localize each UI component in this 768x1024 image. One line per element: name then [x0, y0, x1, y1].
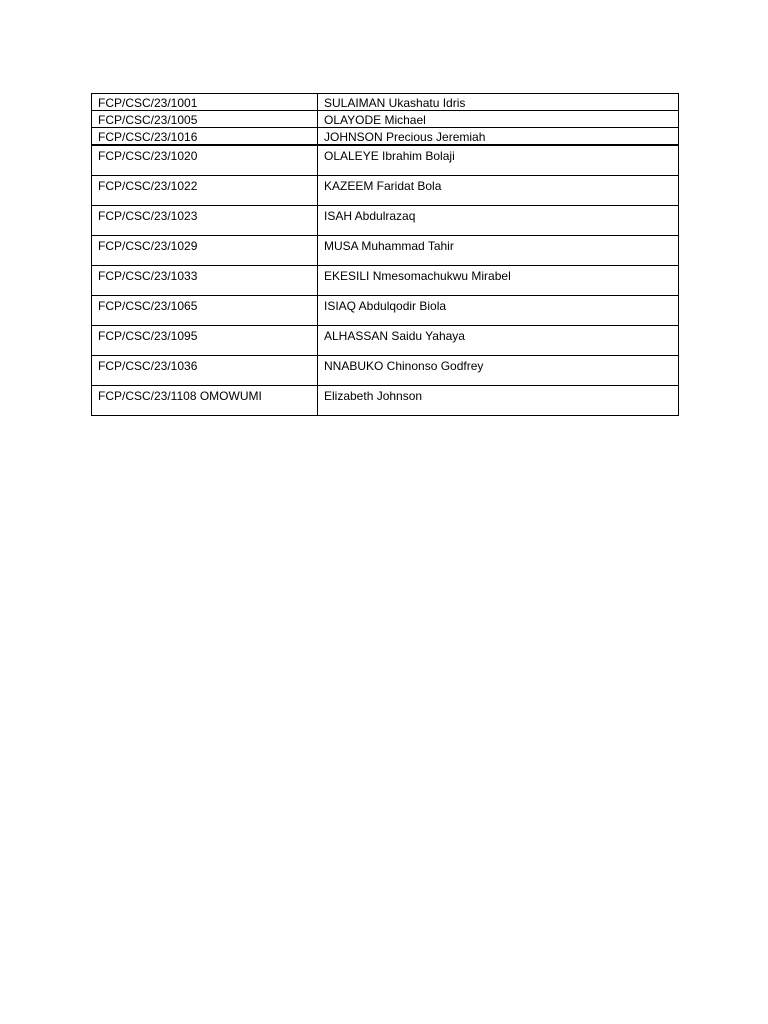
table-row	[92, 175, 679, 205]
student-name-cell: MUSA Muhammad Tahir	[318, 235, 679, 265]
student-name-cell: OLAYODE Michael	[318, 111, 679, 128]
matric-number-cell: FCP/CSC/23/1029	[92, 235, 318, 265]
student-name-cell: Elizabeth Johnson	[318, 385, 679, 415]
student-name-cell: ISIAQ Abdulqodir Biola	[318, 295, 679, 325]
matric-number-cell: FCP/CSC/23/1016	[92, 128, 318, 146]
student-name-cell: JOHNSON Precious Jeremiah	[318, 128, 679, 146]
table-row	[92, 265, 679, 295]
matric-number-cell: FCP/CSC/23/1065	[92, 295, 318, 325]
student-name-cell: ISAH Abdulrazaq	[318, 205, 679, 235]
matric-number-cell: FCP/CSC/23/1095	[92, 325, 318, 355]
matric-number-cell: FCP/CSC/23/1023	[92, 205, 318, 235]
table-row	[92, 111, 679, 128]
student-roster-table	[91, 93, 679, 416]
matric-number-cell: FCP/CSC/23/1108 OMOWUMI	[92, 385, 318, 415]
matric-number-cell: FCP/CSC/23/1022	[92, 175, 318, 205]
table-row	[92, 325, 679, 355]
table-row	[92, 145, 679, 175]
table-row	[92, 295, 679, 325]
matric-number-cell: FCP/CSC/23/1033	[92, 265, 318, 295]
table-row	[92, 94, 679, 111]
matric-number-cell: FCP/CSC/23/1005	[92, 111, 318, 128]
student-name-cell: ALHASSAN Saidu Yahaya	[318, 325, 679, 355]
table-row	[92, 355, 679, 385]
table-row	[92, 385, 679, 415]
matric-number-cell: FCP/CSC/23/1020	[92, 145, 318, 175]
table-row	[92, 205, 679, 235]
student-name-cell: EKESILI Nmesomachukwu Mirabel	[318, 265, 679, 295]
student-name-cell: NNABUKO Chinonso Godfrey	[318, 355, 679, 385]
student-name-cell: OLALEYE Ibrahim Bolaji	[318, 145, 679, 175]
matric-number-cell: FCP/CSC/23/1001	[92, 94, 318, 111]
matric-number-cell: FCP/CSC/23/1036	[92, 355, 318, 385]
student-name-cell: KAZEEM Faridat Bola	[318, 175, 679, 205]
table-row	[92, 128, 679, 146]
roster-body	[92, 94, 679, 416]
table-row	[92, 235, 679, 265]
student-name-cell: SULAIMAN Ukashatu Idris	[318, 94, 679, 111]
